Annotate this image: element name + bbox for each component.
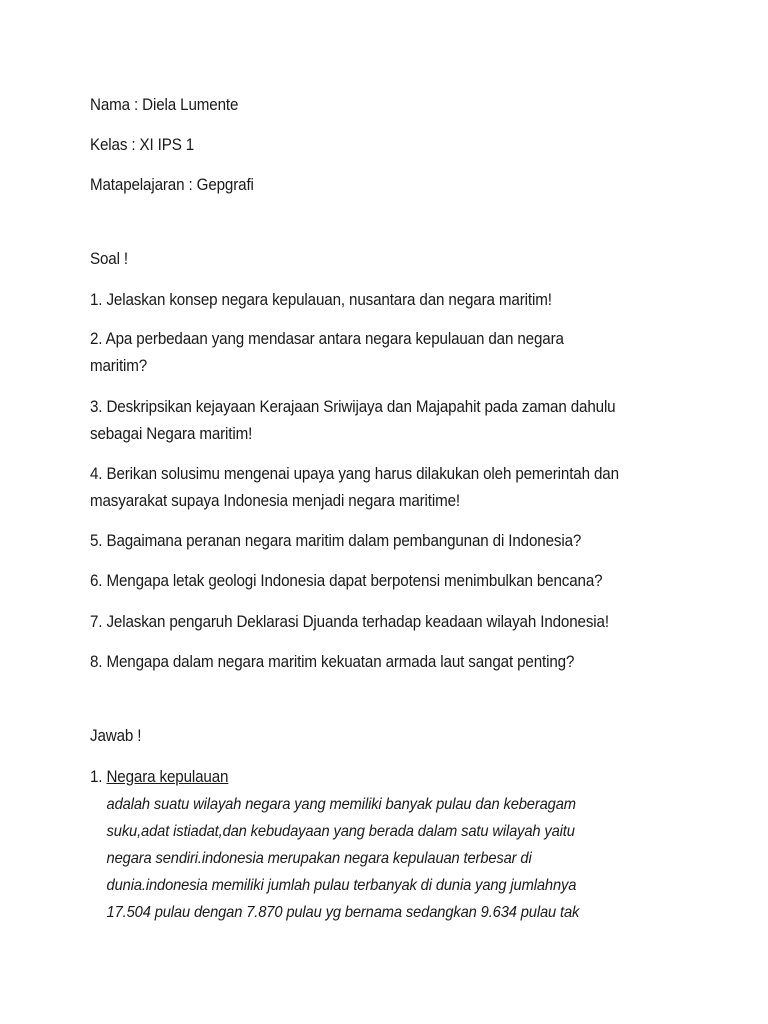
- question-2-line-2: maritim?: [90, 357, 148, 375]
- question-3-line-1: 3. Deskripsikan kejayaan Kerajaan Sriwijaya dan Majapahit pada zaman dahulu: [90, 398, 616, 416]
- question-2: [90, 326, 564, 380]
- question-1: [90, 287, 552, 314]
- question-4-line-2: masyarakat supaya Indonesia menjadi negara maritime!: [90, 492, 460, 510]
- question-4: [90, 461, 619, 515]
- question-3: [90, 394, 615, 448]
- answer-1-line-2: suku,adat istiadat,dan kebudayaan yang berada dalam satu wilayah yaitu: [106, 823, 575, 840]
- question-5-line-1: 5. Bagaimana peranan negara maritim dalam pembangunan di Indonesia?: [90, 532, 582, 550]
- answer-1-header: [90, 764, 228, 791]
- answer-1-line-3: negara sendiri.indonesia merupakan negara kepulauan terbesar di: [106, 850, 532, 867]
- question-7: [90, 609, 609, 636]
- question-7-line-1: 7. Jelaskan pengaruh Deklarasi Djuanda terhadap keadaan wilayah Indonesia!: [90, 613, 609, 631]
- student-class: Kelas : XI IPS 1: [90, 136, 195, 154]
- question-2-line-1: 2. Apa perbedaan yang mendasar antara negara kepulauan dan negara: [90, 330, 564, 348]
- answer-1-line-4: dunia.indonesia memiliki jumlah pulau terbanyak di dunia yang jumlahnya: [106, 877, 577, 894]
- question-8-line-1: 8. Mengapa dalam negara maritim kekuatan armada laut sangat penting?: [90, 653, 575, 671]
- answer-1-line-5: 17.504 pulau dengan 7.870 pulau yg bernama sedangkan 9.634 pulau tak: [106, 904, 580, 921]
- question-1-line-1: 1. Jelaskan konsep negara kepulauan, nusantara dan negara maritim!: [90, 291, 552, 309]
- answer-1-title: Negara kepulauan: [106, 768, 229, 786]
- subject: Matapelajaran : Gepgrafi: [90, 176, 254, 194]
- questions-heading: Soal !: [90, 250, 128, 268]
- answers-heading: Jawab !: [90, 727, 142, 745]
- question-3-line-2: sebagai Negara maritim!: [90, 425, 253, 443]
- question-6: [90, 568, 602, 595]
- question-5: [90, 528, 581, 555]
- student-name: Nama : Diela Lumente: [90, 96, 239, 114]
- question-8: [90, 649, 574, 676]
- question-4-line-1: 4. Berikan solusimu mengenai upaya yang harus dilakukan oleh pemerintah dan: [90, 465, 619, 483]
- question-6-line-1: 6. Mengapa letak geologi Indonesia dapat berpotensi menimbulkan bencana?: [90, 572, 603, 590]
- answer-1-body: [107, 791, 659, 926]
- answer-1-line-1: adalah suatu wilayah negara yang memiliki banyak pulau dan keberagam: [106, 796, 576, 813]
- answer-1-number: 1.: [90, 768, 103, 786]
